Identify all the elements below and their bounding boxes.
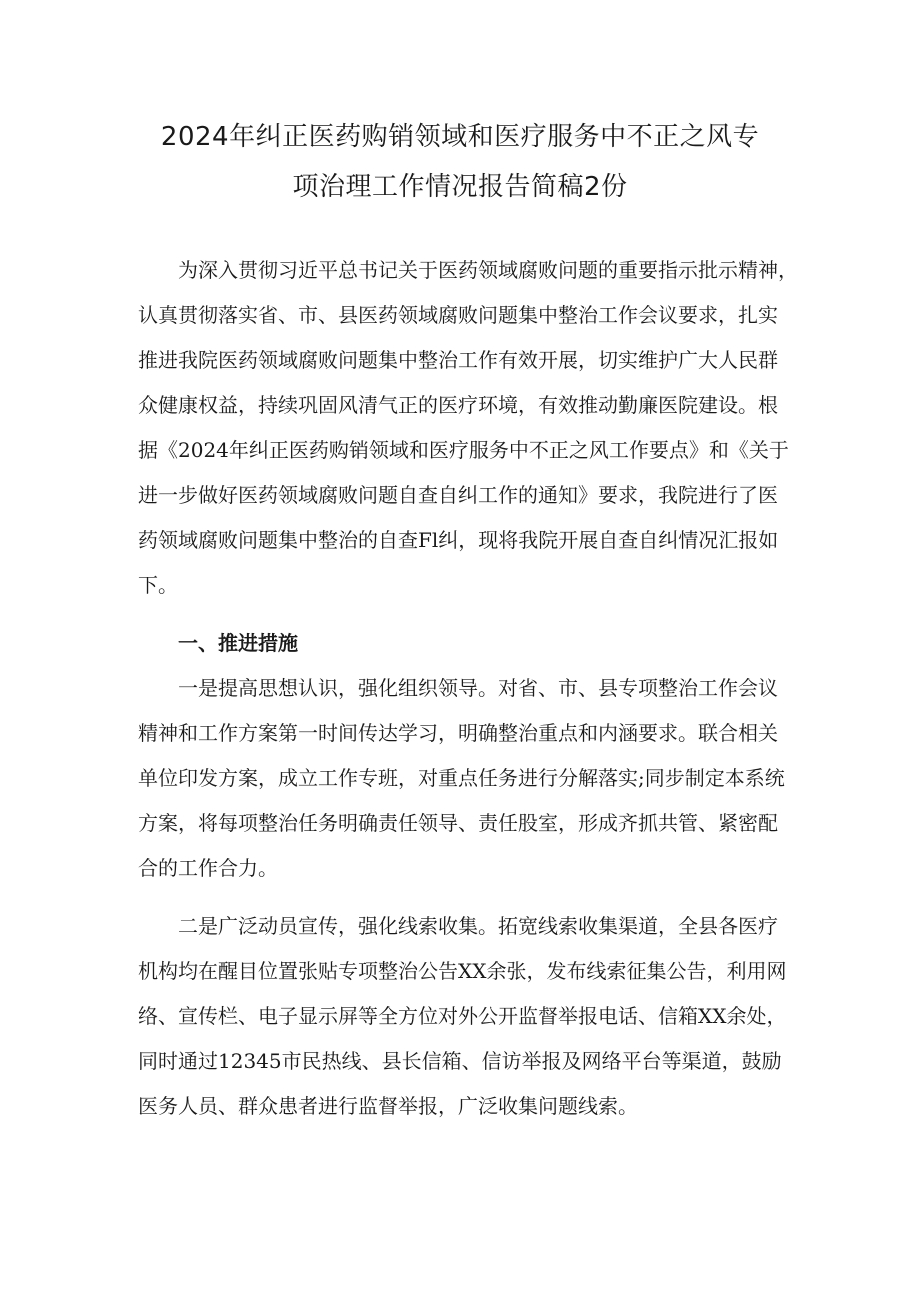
text-line: 药领域腐败问题集中整治的自查Fl纠，现将我院开展自查自纠情况汇报如: [138, 528, 779, 552]
text-line: 方案，将每项整治任务明确责任领导、责任股室，形成齐抓共管、紧密配: [138, 811, 778, 835]
text-line: 下。: [138, 573, 178, 597]
text-line: 为深入贯彻习近平总书记关于医药领域腐败问题的重要指示批示精神，: [178, 258, 798, 282]
text-line: 认真贯彻落实省、市、县医药领域腐败问题集中整治工作会议要求，扎实: [138, 303, 778, 327]
text-line: 进一步做好医药领域腐败问题自查自纠工作的通知》要求，我院进行了医: [138, 483, 778, 507]
section-heading: 一、推进措施: [178, 631, 298, 655]
text-line: 精神和工作方案第一时间传达学习，明确整治重点和内涵要求。联合相关: [138, 721, 778, 745]
title-line: 项治理工作情况报告简稿2份: [292, 172, 628, 202]
text-line: 推进我院医药领域腐败问题集中整治工作有效开展，切实维护广大人民群: [138, 348, 778, 372]
text-line: 同时通过12345市民热线、县长信箱、信访举报及网络平台等渠道，鼓励: [138, 1049, 782, 1073]
spacer: [138, 891, 792, 904]
text-line: 众健康权益，持续巩固风清气正的医疗环境，有效推动勤廉医院建设。根: [138, 393, 778, 417]
text-line: 络、宣传栏、电子显示屏等全方位对外公开监督举报电话、信箱XX余处，: [138, 1004, 787, 1028]
text-line: 单位印发方案，成立工作专班，对重点任务进行分解落实;同步制定本系统: [138, 766, 785, 790]
text-line: 合的工作合力。: [138, 856, 278, 880]
text-line: 医务人员、群众患者进行监督举报，广泛收集问题线索。: [138, 1094, 638, 1118]
intro-paragraph: [138, 248, 798, 608]
measure-paragraph-1: [138, 666, 792, 891]
document-title: [110, 112, 810, 212]
text-line: 一是提高思想认识，强化组织领导。对省、市、县专项整治工作会议: [178, 676, 778, 700]
text-line: 机构均在醒目位置张贴专项整治公告XX余张，发布线索征集公告，利用网: [138, 959, 787, 983]
document-body: [138, 248, 798, 1129]
text-line: 据《2024年纠正医药购销领域和医疗服务中不正之风工作要点》和《关于: [138, 438, 789, 462]
text-line: 二是广泛动员宣传，强化线索收集。拓宽线索收集渠道，全县各医疗: [178, 914, 778, 938]
title-line: 2024年纠正医药购销领域和医疗服务中不正之风专: [160, 122, 760, 152]
measure-paragraph-2: [138, 904, 792, 1129]
spacer: [138, 608, 792, 621]
